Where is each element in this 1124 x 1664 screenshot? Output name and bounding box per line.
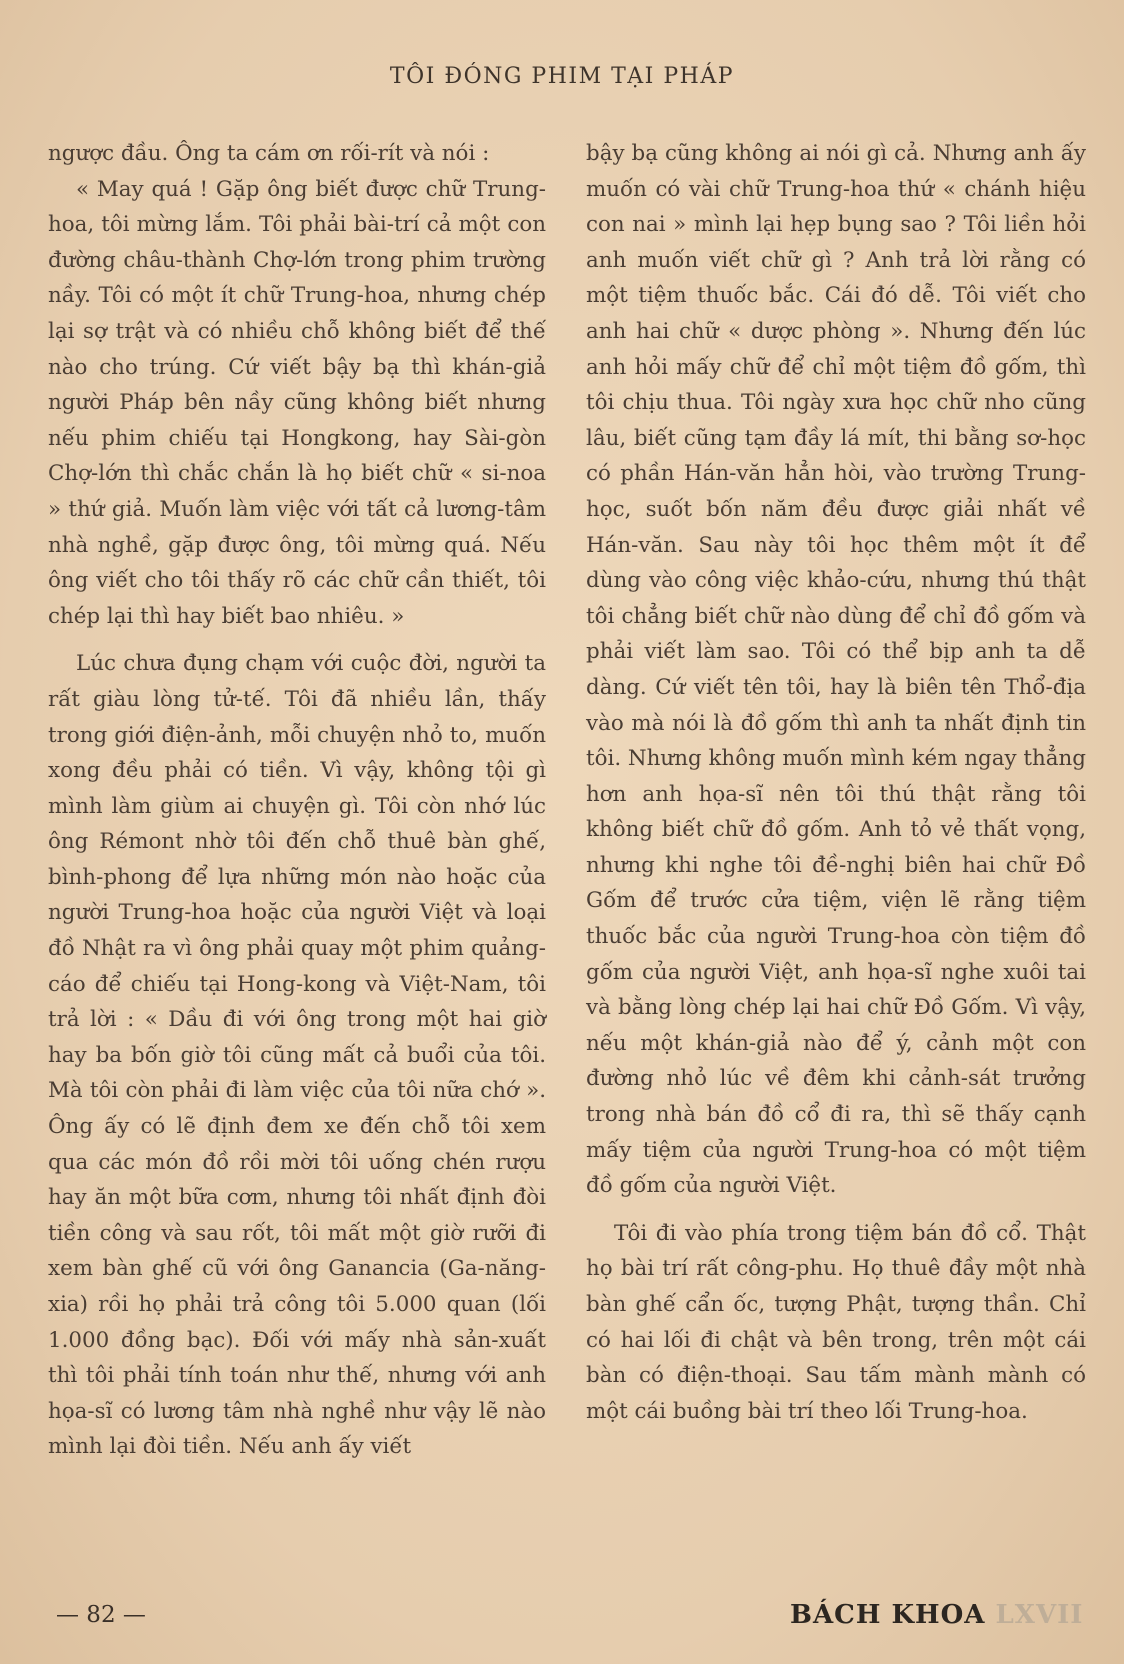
right-column — [586, 136, 1086, 1429]
page-number: — 82 — — [56, 1602, 146, 1628]
magazine-title-visible: BÁCH KHOA — [790, 1600, 986, 1630]
left-column — [48, 136, 546, 1465]
left-paragraph-1: ngược đầu. Ông ta cám ơn rối-rít và nói : — [48, 141, 490, 166]
left-paragraph-2: « May quá ! Gặp ông biết được chữ Trung-hoa, tôi mừng lắm. Tôi phải bài-trí cả một con đường châu-thành Chợ-lớn trong phim trường nầy. Tôi có một ít chữ Trung-hoa, nhưng chép lại sợ trật và có nhiều chỗ không biết để thế nào cho trúng. Cứ viết bậy bạ thì khán-giả người Pháp bên nầy cũng không biết nhưng nếu phim chiếu tại Hongkong, hay Sài-gòn Chợ-lớn thì chắc chắn là họ biết chữ « si-noa » thứ giả. Muốn làm việc với tất cả lương-tâm nhà nghề, gặp được ông, tôi mừng quá. Nếu ông viết cho tôi thấy rõ các chữ cần thiết, tôi chép lại thì hay biết bao nhiêu. » — [48, 176, 546, 629]
magazine-title — [790, 1600, 1083, 1630]
left-paragraph-3: Lúc chưa đụng chạm với cuộc đời, người ta rất giàu lòng tử-tế. Tôi đã nhiều lần, thấy trong giới điện-ảnh, mỗi chuyện nhỏ to, muốn xong đều phải có tiền. Vì vậy, không tội gì mình làm giùm ai chuyện gì. Tôi còn nhớ lúc ông Rémont nhờ tôi đến chỗ thuê bàn ghế, bình-phong để lựa những món nào hoặc của người Trung-hoa hoặc của người Việt và loại đồ Nhật ra vì ông phải quay một phim quảng-cáo để chiếu tại Hong-kong và Việt-Nam, tôi trả lời : « Dầu đi với ông trong một hai giờ hay ba bốn giờ tôi cũng mất cả buổi của tôi. Mà tôi còn phải đi làm việc của tôi nữa chớ ». Ông ấy có lẽ định đem xe đến chỗ tôi xem qua các món đồ rồi mời tôi uống chén rượu hay ăn một bữa cơm, nhưng tôi nhất định đòi tiền công và sau rốt, tôi mất một giờ rưỡi đi xem bàn ghế cũ với ông Ganancia (Ga-năng-xia) rồi họ phải trả công tôi 5.000 quan (lối 1.000 đồng bạc). Đối với mấy nhà sản-xuất thì tôi phải tính toán như thế, nhưng với anh họa-sĩ có lương tâm nhà nghề như vậy lẽ nào mình lại đòi tiền. Nếu anh ấy viết — [48, 651, 546, 1460]
right-paragraph-2: Tôi đi vào phía trong tiệm bán đồ cổ. Thật họ bài trí rất công-phu. Họ thuê đầy một nhà bàn ghế cẩn ốc, tượng Phật, tượng thần. Chỉ có hai lối đi chật và bên trong, trên một cái bàn có điện-thoại. Sau tấm mành mành có một cái buồng bài trí theo lối Trung-hoa. — [586, 1220, 1086, 1424]
magazine-title-faded: LXVII — [985, 1600, 1084, 1630]
right-paragraph-1: bậy bạ cũng không ai nói gì cả. Nhưng anh ấy muốn có vài chữ Trung-hoa thứ « chánh hiệu con nai » mình lại hẹp bụng sao ? Tôi liền hỏi anh muốn viết chữ gì ? Anh trả lời rằng có một tiệm thuốc bắc. Cái đó dễ. Tôi viết cho anh hai chữ « dược phòng ». Nhưng đến lúc anh hỏi mấy chữ để chỉ một tiệm đồ gốm, thì tôi chịu thua. Tôi ngày xưa học chữ nho cũng lâu, biết cũng tạm đầy lá mít, thi bằng sơ-học có phần Hán-văn hẳn hòi, vào trường Trung-học, suốt bốn năm đều được giải nhất về Hán-văn. Sau này tôi học thêm một ít để dùng vào công việc khảo-cứu, nhưng thú thật tôi chẳng biết chữ nào dùng để chỉ đồ gốm và phải viết làm sao. Tôi có thể bịp anh ta dễ dàng. Cứ viết tên tôi, hay là biên tên Thổ-địa vào mà nói là đồ gốm thì anh ta nhất định tin tôi. Nhưng không muốn mình kém ngay thẳng hơn anh họa-sĩ nên tôi thú thật rằng tôi không biết chữ đồ gốm. Anh tỏ vẻ thất vọng, nhưng khi nghe tôi đề-nghị biên hai chữ Đồ Gốm để trước cửa tiệm, viện lẽ rằng tiệm thuốc bắc của người Trung-hoa còn tiệm đồ gốm của người Việt, anh họa-sĩ nghe xuôi tai và bằng lòng chép lại hai chữ Đồ Gốm. Vì vậy, nếu một khán-giả nào để ý, cảnh một con đường nhỏ lúc về đêm khi cảnh-sát trưởng trong nhà bán đồ cổ đi ra, thì sẽ thấy cạnh mấy tiệm của người Trung-hoa có một tiệm đồ gốm của người Việt. — [586, 141, 1086, 1199]
running-header: TÔI ĐÓNG PHIM TẠI PHÁP — [389, 64, 735, 89]
